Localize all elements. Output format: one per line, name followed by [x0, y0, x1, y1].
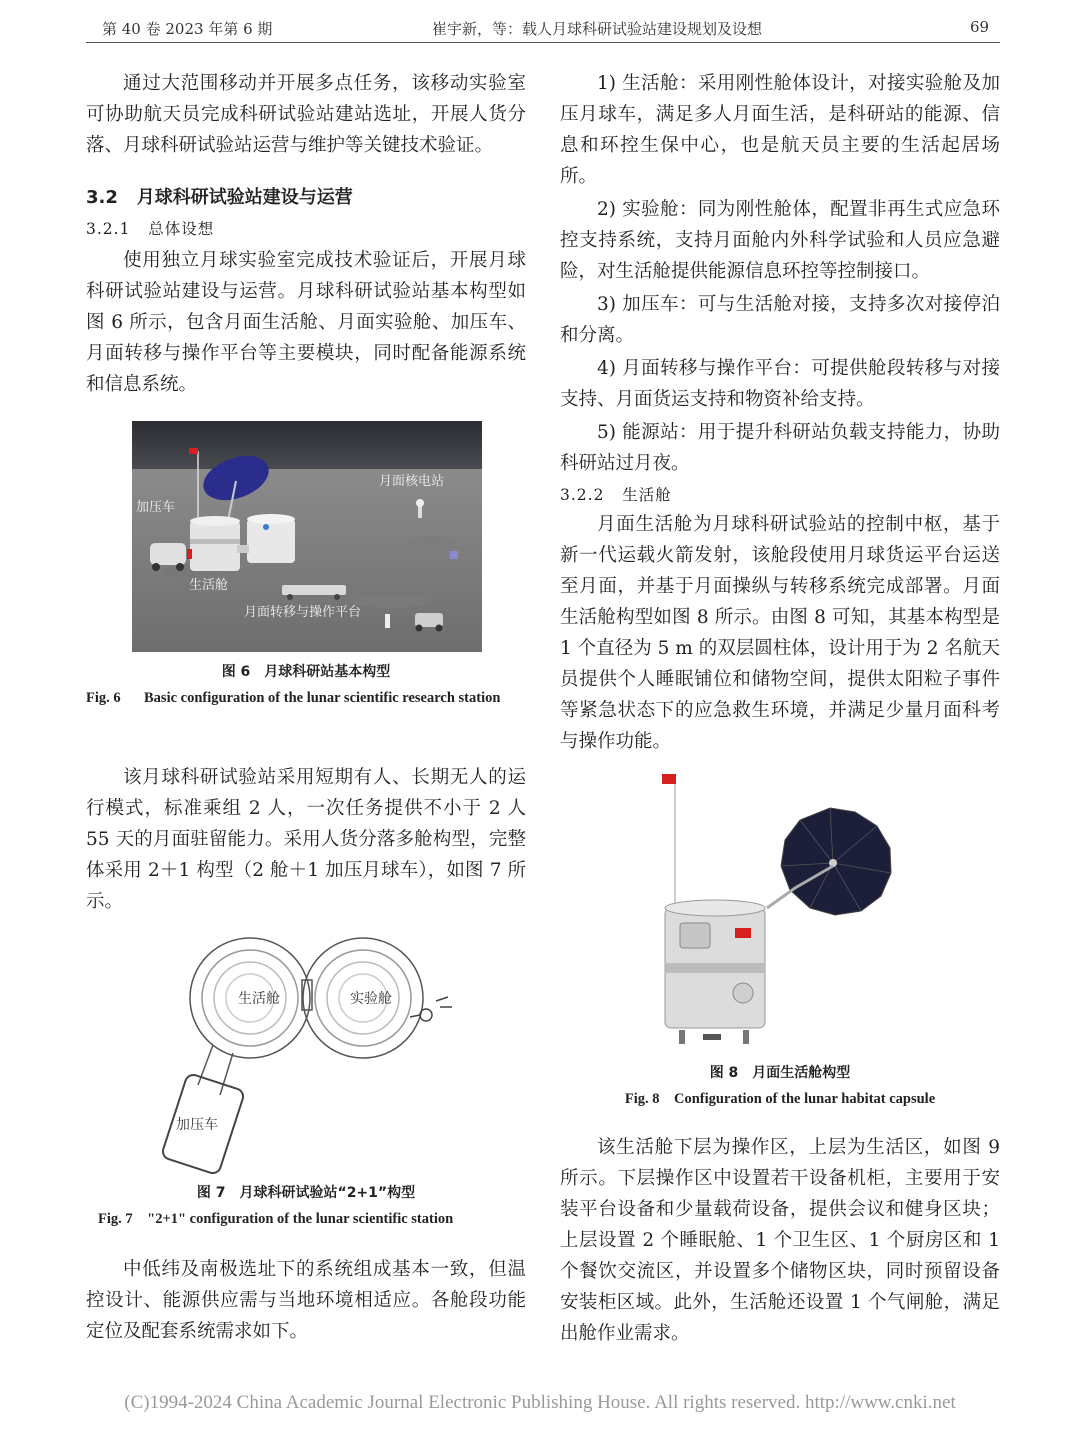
item-lab: 2) 实验舱：同为刚性舱体，配置非再生式应急环控支持系统，支持月面舱内外科学试验和人员应急避险，对生活舱提供能源信息环控等控制接口。	[560, 199, 1000, 282]
item-energy-station: 5) 能源站：用于提升科研站负载支持能力，协助科研站过月夜。	[560, 422, 1000, 474]
fig7-label-lab: 实验舱	[350, 991, 392, 1007]
figure-7-caption-text: "2+1" configuration of the lunar scientific station	[147, 1211, 454, 1227]
paragraph-operation-mode: 该月球科研试验站采用短期有人、长期无人的运行模式，标准乘组 2 人，一次任务提供不小于 2 人 55 天的月面驻留能力。采用人货分落多舱构型，完整体采用 2＋1 构型（2 舱＋1 加压月球车），如图 7 所示。	[86, 767, 526, 912]
figure-7-caption-cn: 图 7 月球科研试验站“2+1”构型	[196, 1185, 416, 1201]
page-number: 69	[970, 18, 990, 36]
section-title: 月球科研试验站建设与运营	[136, 187, 353, 208]
paragraph-habitat: 月面生活舱为月球科研试验站的控制中枢，基于新一代运载火箭发射，该舱段使用月球货运平台运送至月面，并基于月面操纵与转移系统完成部署。月面生活舱构型如图 8 所示。由图 8 可知，其基本构型是 1 个直径为 5 m 的双层圆柱体，设计用于为 2 名航天员提供个人睡眠铺位和储物空间，提供太阳粒子事件等紧急状态下的应急救生环境，并满足少量月面科考与操作功能。	[560, 514, 1000, 752]
fig6-label-nuclear-station: 月面核电站	[379, 474, 445, 489]
section-heading	[86, 183, 526, 209]
fig7-label-rover: 加压车	[176, 1117, 218, 1133]
section-number: 3.2	[86, 187, 118, 208]
left-column-bottom	[86, 1254, 526, 1347]
item-transfer-platform: 4) 月面转移与操作平台：可提供舱段转移与对接支持、月面货运支持和物资补给支持。	[560, 358, 1000, 410]
fig6-label-habitat: 生活舱	[189, 578, 229, 593]
subsection-number: 3.2.2	[560, 486, 605, 504]
paragraph-site-selection: 中低纬及南极选址下的系统组成基本一致，但温控设计、能源供应需与当地环境相适应。各舱段功能定位及配套系统需求如下。	[86, 1259, 526, 1342]
figure-8-caption-en	[560, 1086, 1000, 1112]
right-column	[560, 68, 1000, 757]
running-header-journal: 第 40 卷 2023 年第 6 期	[102, 20, 273, 38]
figure-7-caption-en	[98, 1206, 538, 1232]
paragraph-habitat-layout: 该生活舱下层为操作区，上层为生活区，如图 9 所示。下层操作区中设置若干设备机柜，主要用于安装平台设备和少量载荷设备，提供会议和健身区块；上层设置 2 个睡眠舱、1 个卫生区、1 个厨房区和 1 个餐饮交流区，并设置多个储物区块，同时预留设备安装柜区域。此外，生活舱还设置 1 个气闸舱，满足出舱作业需求。	[560, 1137, 1000, 1344]
fig6-label-platform: 月面转移与操作平台	[244, 605, 362, 620]
header-rule	[86, 42, 1000, 43]
figure-8-caption-cn: 图 8 月面生活舱构型	[709, 1065, 851, 1081]
right-column-bottom	[560, 1132, 1000, 1349]
figure-8-image	[655, 768, 915, 1048]
subsection-title: 总体设想	[148, 220, 215, 238]
subsection-number: 3.2.1	[86, 220, 131, 238]
figure-8-caption-label: Fig. 8	[624, 1091, 660, 1107]
paragraph-intro: 通过大范围移动并开展多点任务，该移动实验室可协助航天员完成科研试验站建站选址，开展人货分落、月球科研试验站运营与维护等关键技术验证。	[86, 73, 526, 156]
figure-6-image	[132, 421, 482, 652]
figure-6-caption-label: Fig. 6	[86, 690, 121, 706]
running-header-title: 崔宇新，等：载人月球科研试验站建设规划及设想	[432, 20, 763, 38]
subsection-heading-habitat	[560, 483, 1000, 505]
subsection-title: 生活舱	[622, 486, 672, 504]
subsection-heading	[86, 217, 526, 239]
figure-6-caption-cn: 图 6 月球科研站基本构型	[221, 664, 391, 680]
copyright-footer: (C)1994-2024 China Academic Journal Electronic Publishing House. All rights reserved. http://www.cnki.net	[124, 1392, 956, 1413]
fig6-label-pressurized-rover: 加压车	[136, 500, 176, 515]
paragraph-overview: 使用独立月球实验室完成技术验证后，开展月球科研试验站建设与运营。月球科研试验站基本构型如图 6 所示，包含月面生活舱、月面实验舱、加压车、月面转移与操作平台等主要模块，同时配备能源系统和信息系统。	[86, 250, 526, 395]
figure-6-caption-text: Basic configuration of the lunar scientific research station	[144, 690, 501, 706]
item-habitat: 1) 生活舱：采用刚性舱体设计，对接实验舱及加压月球车，满足多人月面生活，是科研站的能源、信息和环控生保中心，也是航天员主要的生活起居场所。	[560, 73, 1000, 187]
left-column-lower	[86, 762, 526, 917]
left-column	[86, 68, 526, 400]
figure-6-caption-en	[86, 685, 526, 711]
fig7-label-habitat: 生活舱	[238, 991, 280, 1007]
figure-7-diagram	[158, 935, 458, 1175]
figure-8-caption-text: Configuration of the lunar habitat capsule	[673, 1091, 936, 1107]
item-pressurized-rover: 3) 加压车：可与生活舱对接，支持多次对接停泊和分离。	[560, 294, 1000, 346]
figure-7-caption-label: Fig. 7	[98, 1211, 133, 1227]
